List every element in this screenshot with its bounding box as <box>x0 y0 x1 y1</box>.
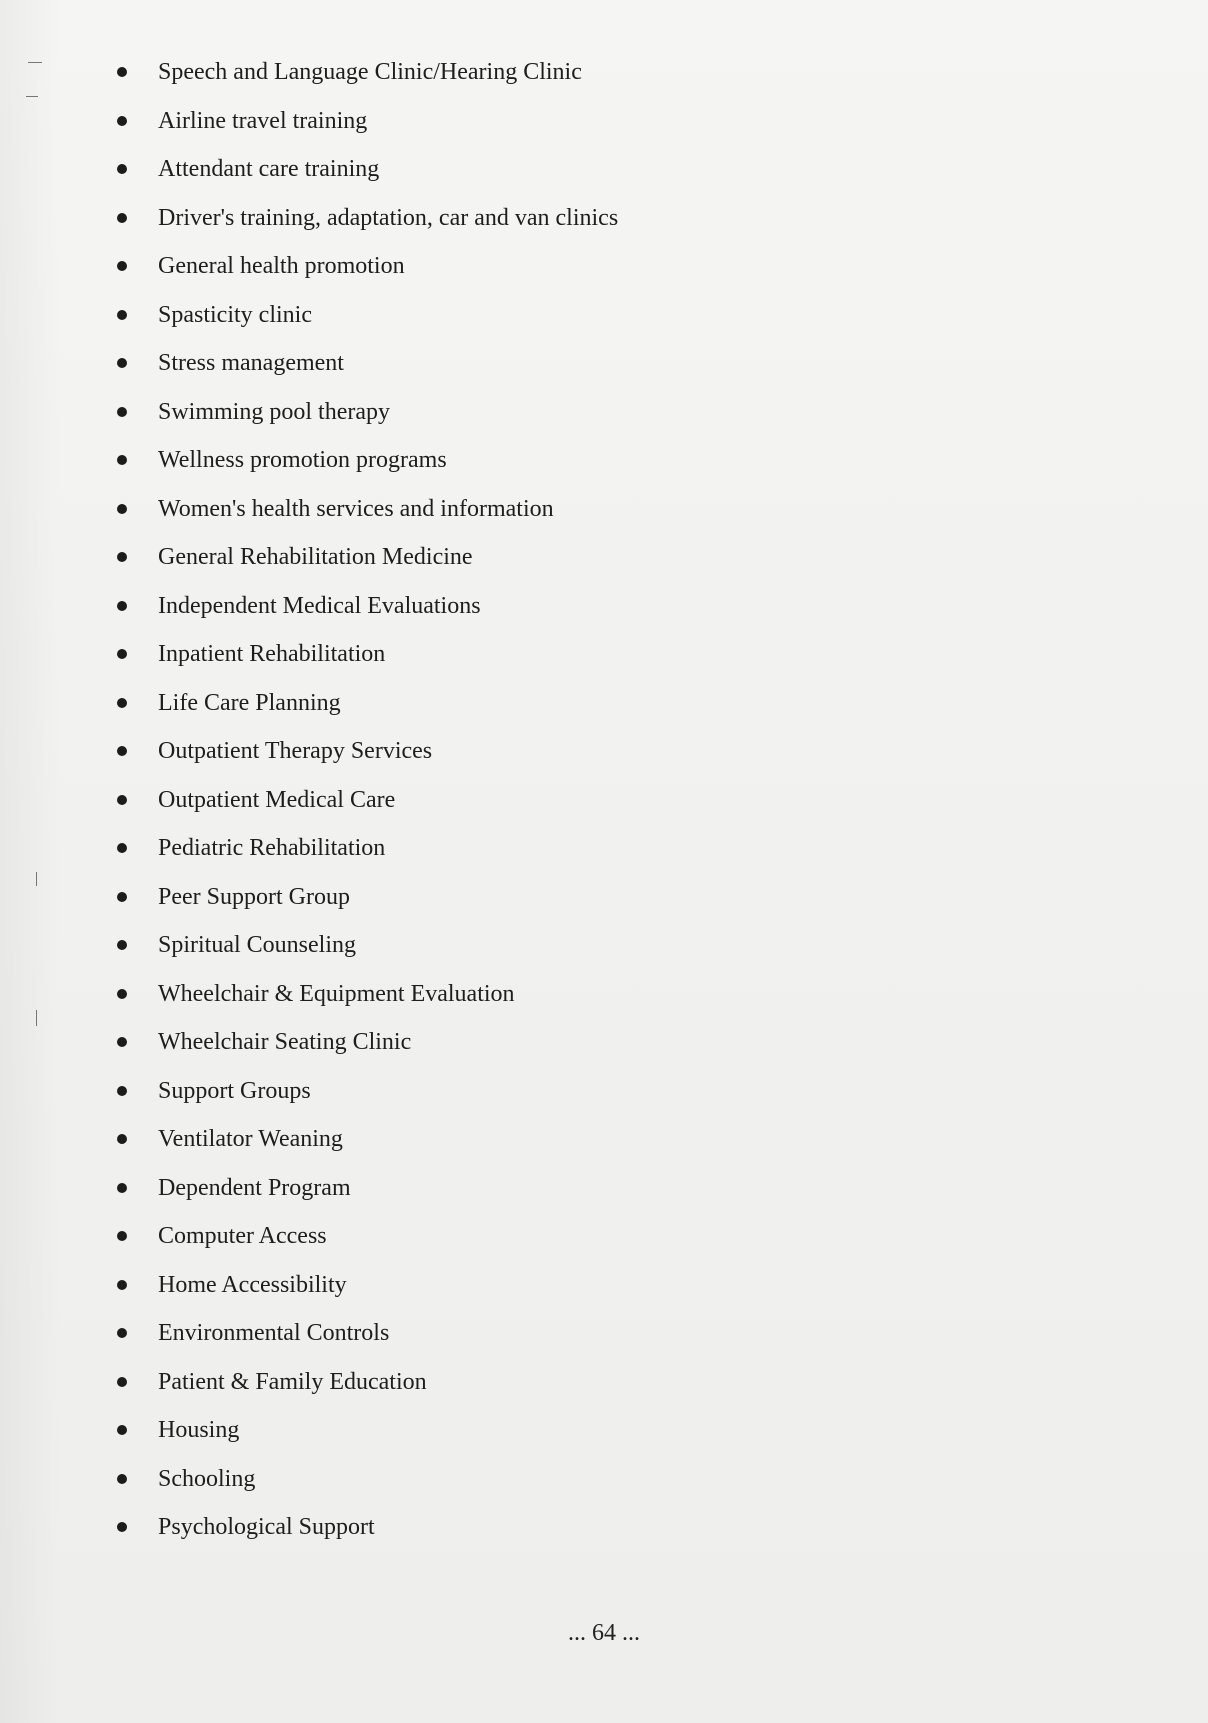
service-label: Home Accessibility <box>158 1271 347 1298</box>
service-label: Stress management <box>158 350 344 377</box>
service-label: Inpatient Rehabilitation <box>158 641 386 668</box>
service-label: General Rehabilitation Medicine <box>158 544 473 571</box>
list-item <box>112 1212 872 1261</box>
bullet-icon <box>117 601 127 611</box>
bullet-icon <box>117 1474 127 1484</box>
service-label: Housing <box>158 1417 240 1444</box>
service-label: Swimming pool therapy <box>158 398 390 425</box>
service-label: Spiritual Counseling <box>158 932 356 959</box>
list-item <box>112 1358 872 1407</box>
scan-edge-shadow <box>0 0 60 1723</box>
bullet-icon <box>117 892 127 902</box>
bullet-icon <box>117 455 127 465</box>
bullet-icon <box>117 504 127 514</box>
service-label: Schooling <box>158 1465 256 1492</box>
list-item <box>112 776 872 825</box>
service-label: Environmental Controls <box>158 1320 390 1347</box>
bullet-icon <box>117 1522 127 1532</box>
service-label: Ventilator Weaning <box>158 1126 343 1153</box>
bullet-icon <box>117 1134 127 1144</box>
scan-margin-mark <box>26 96 38 97</box>
list-item <box>112 145 872 194</box>
list-item <box>112 291 872 340</box>
bullet-icon <box>117 310 127 320</box>
bullet-icon <box>117 213 127 223</box>
service-label: Speech and Language Clinic/Hearing Clinic <box>158 59 582 86</box>
bullet-icon <box>117 116 127 126</box>
bullet-icon <box>117 164 127 174</box>
bullet-icon <box>117 843 127 853</box>
bullet-icon <box>117 698 127 708</box>
bullet-icon <box>117 1328 127 1338</box>
service-label: Spasticity clinic <box>158 301 312 328</box>
bullet-icon <box>117 649 127 659</box>
scan-margin-mark <box>36 1010 37 1026</box>
bullet-icon <box>117 746 127 756</box>
list-item <box>112 1503 872 1552</box>
list-item <box>112 1164 872 1213</box>
scan-margin-mark <box>28 62 42 63</box>
bullet-icon <box>117 552 127 562</box>
scan-margin-mark <box>36 872 37 886</box>
bullet-icon <box>117 261 127 271</box>
list-item <box>112 921 872 970</box>
list-item <box>112 679 872 728</box>
list-item <box>112 582 872 631</box>
service-label: Airline travel training <box>158 107 368 134</box>
list-item <box>112 1261 872 1310</box>
service-label: General health promotion <box>158 253 405 280</box>
list-item <box>112 1309 872 1358</box>
service-label: Psychological Support <box>158 1514 375 1541</box>
bullet-icon <box>117 358 127 368</box>
service-label: Support Groups <box>158 1077 311 1104</box>
list-item <box>112 388 872 437</box>
service-label: Patient & Family Education <box>158 1368 427 1395</box>
service-label: Peer Support Group <box>158 883 350 910</box>
bullet-icon <box>117 1425 127 1435</box>
service-label: Outpatient Medical Care <box>158 786 396 813</box>
service-label: Life Care Planning <box>158 689 341 716</box>
list-item <box>112 194 872 243</box>
bullet-icon <box>117 1377 127 1387</box>
list-item <box>112 1455 872 1504</box>
list-item <box>112 485 872 534</box>
list-item <box>112 97 872 146</box>
list-item <box>112 242 872 291</box>
list-item <box>112 1067 872 1116</box>
service-label: Computer Access <box>158 1223 327 1250</box>
bullet-icon <box>117 1231 127 1241</box>
list-item <box>112 727 872 776</box>
service-label: Outpatient Therapy Services <box>158 738 433 765</box>
bullet-icon <box>117 67 127 77</box>
bullet-icon <box>117 1037 127 1047</box>
bullet-icon <box>117 1086 127 1096</box>
service-label: Pediatric Rehabilitation <box>158 835 386 862</box>
list-item <box>112 48 872 97</box>
bullet-icon <box>117 940 127 950</box>
list-item <box>112 824 872 873</box>
service-label: Independent Medical Evaluations <box>158 592 481 619</box>
list-item <box>112 873 872 922</box>
service-label: Wheelchair & Equipment Evaluation <box>158 980 515 1007</box>
list-item <box>112 970 872 1019</box>
list-item <box>112 436 872 485</box>
list-item <box>112 630 872 679</box>
bullet-icon <box>117 407 127 417</box>
service-label: Women's health services and information <box>158 495 554 522</box>
service-label: Attendant care training <box>158 156 380 183</box>
list-item <box>112 1115 872 1164</box>
page-number: ... 64 ... <box>568 1620 640 1646</box>
list-item <box>112 1018 872 1067</box>
service-label: Wellness promotion programs <box>158 447 447 474</box>
service-label: Driver's training, adaptation, car and van clinics <box>158 204 619 231</box>
services-list <box>112 48 872 1552</box>
bullet-icon <box>117 1280 127 1290</box>
bullet-icon <box>117 795 127 805</box>
list-item <box>112 339 872 388</box>
list-item <box>112 1406 872 1455</box>
bullet-icon <box>117 1183 127 1193</box>
service-label: Wheelchair Seating Clinic <box>158 1029 412 1056</box>
list-item <box>112 533 872 582</box>
service-label: Dependent Program <box>158 1174 351 1201</box>
bullet-icon <box>117 989 127 999</box>
